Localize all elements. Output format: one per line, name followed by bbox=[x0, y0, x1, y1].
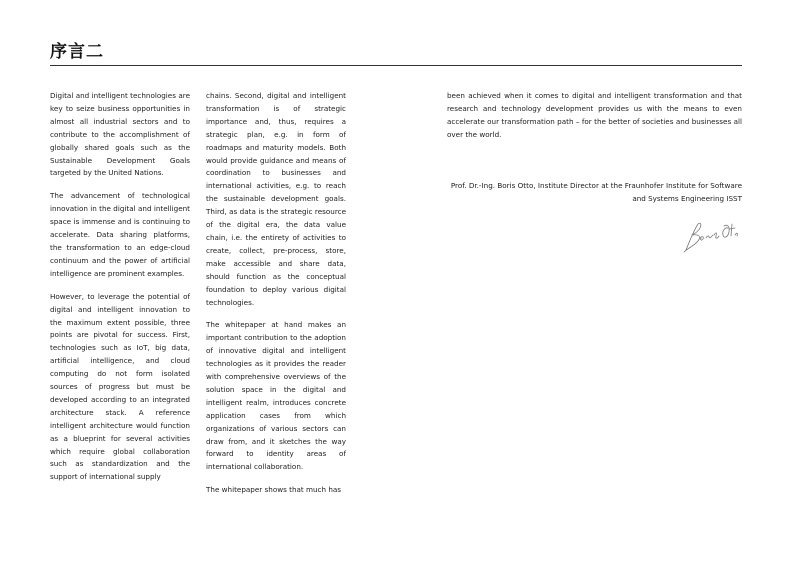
heading-rule bbox=[50, 65, 742, 66]
text-column-3 bbox=[447, 90, 742, 152]
paragraph: However, to leverage the potential of digital and intelligent innovation to the maximum extent possible, three points are pivotal for success. First, technologies such as IoT, big data, artificial intelligence, and cloud computing do not form isolated sources of progress but must be developed according to an integrated architecture stack. A reference intelligent architecture would function as a blueprint for several activities which require global collaboration such as standardization and the support of international supply bbox=[50, 291, 190, 482]
paragraph: chains. Second, digital and intelligent transformation is of strategic importance and, thus, requires a strategic plan, e.g. in form of roadmaps and maturity models. Both would provide guidance and means of coordination to businesses and international activities, e.g. to reach the sustainable development goals. Third, as data is the strategic resource of the digital era, the data value chain, i.e. the entirety of activities to create, collect, pre-process, store, make accessible and share data, should function as the conceptual foundation to deploy various digital technologies. bbox=[206, 91, 346, 307]
paragraph: The whitepaper shows that much has bbox=[206, 485, 342, 495]
paragraph: The advancement of technological innovation in the digital and intelligent space is immense and is continuing to accelerate. Data sharing platforms, the transformation to an edge-cloud continuum and the power of artificial intelligence are prominent examples. bbox=[50, 191, 190, 278]
handwritten-signature bbox=[680, 218, 742, 256]
paragraph: Digital and intelligent technologies are key to seize business opportunities in almost all industrial sectors and to contribute to the accomplishment of globally shared goals such as the Sustainable Development Goals targeted by the United Nations. bbox=[50, 91, 190, 178]
paragraph: The whitepaper at hand makes an important contribution to the adoption of innovative digital and intelligent technologies as it provides the reader with comprehensive overviews of the solution space in the digital and intelligent realm, introduces concrete application cases from which organizations of various sectors can draw from, and it sketches the way forward to identity areas of international collaboration. bbox=[206, 320, 346, 472]
text-column-2 bbox=[206, 90, 346, 507]
page-heading: 序言二 bbox=[50, 42, 104, 62]
text-column-1 bbox=[50, 90, 190, 494]
paragraph: been achieved when it comes to digital and intelligent transformation and that research and technology development provides us with the means to even accelerate our transformation path – for the better of societies and businesses all over the world. bbox=[447, 91, 742, 139]
signature-caption: Prof. Dr.-Ing. Boris Otto, Institute Director at the Fraunhofer Institute for Software and Systems Engineering ISST bbox=[450, 181, 742, 203]
